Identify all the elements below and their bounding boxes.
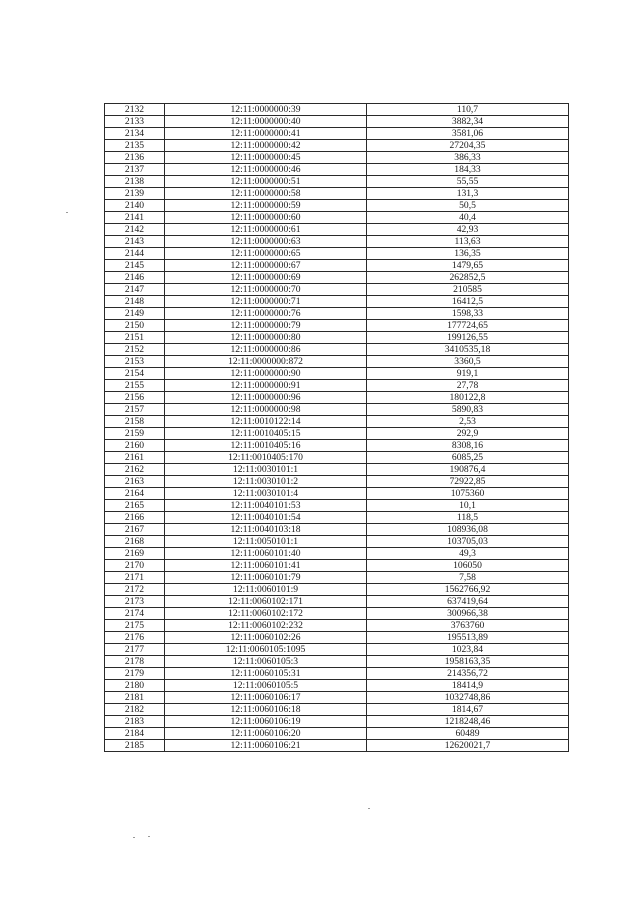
value-cell: 18414,9 xyxy=(367,680,569,692)
cadastral-number-cell: 12:11:0060106:21 xyxy=(165,740,367,752)
row-number-cell: 2162 xyxy=(105,464,165,476)
cadastral-number-cell: 12:11:0030101:4 xyxy=(165,488,367,500)
row-number-cell: 2165 xyxy=(105,500,165,512)
table-row xyxy=(105,344,569,356)
row-number-cell: 2178 xyxy=(105,656,165,668)
row-number-cell: 2161 xyxy=(105,452,165,464)
scan-speck xyxy=(66,212,68,213)
table-row xyxy=(105,308,569,320)
cadastral-number-cell: 12:11:0010405:170 xyxy=(165,452,367,464)
cadastral-number-cell: 12:11:0030101:1 xyxy=(165,464,367,476)
value-cell: 1479,65 xyxy=(367,260,569,272)
row-number-cell: 2153 xyxy=(105,356,165,368)
value-cell: 214356,72 xyxy=(367,668,569,680)
scan-speck xyxy=(148,836,150,837)
row-number-cell: 2177 xyxy=(105,644,165,656)
row-number-cell: 2132 xyxy=(105,104,165,116)
cadastral-number-cell: 12:11:0000000:63 xyxy=(165,236,367,248)
row-number-cell: 2146 xyxy=(105,272,165,284)
row-number-cell: 2145 xyxy=(105,260,165,272)
value-cell: 2,53 xyxy=(367,416,569,428)
row-number-cell: 2156 xyxy=(105,392,165,404)
row-number-cell: 2155 xyxy=(105,380,165,392)
table-row xyxy=(105,248,569,260)
table-row xyxy=(105,704,569,716)
row-number-cell: 2147 xyxy=(105,284,165,296)
table-row xyxy=(105,632,569,644)
cadastral-number-cell: 12:11:0000000:40 xyxy=(165,116,367,128)
value-cell: 118,5 xyxy=(367,512,569,524)
value-cell: 113,63 xyxy=(367,236,569,248)
cadastral-number-cell: 12:11:0000000:872 xyxy=(165,356,367,368)
cadastral-number-cell: 12:11:0000000:71 xyxy=(165,296,367,308)
table-row xyxy=(105,320,569,332)
table-row xyxy=(105,608,569,620)
table-row xyxy=(105,428,569,440)
table-row xyxy=(105,152,569,164)
scan-speck xyxy=(133,837,135,838)
row-number-cell: 2167 xyxy=(105,524,165,536)
cadastral-number-cell: 12:11:0000000:65 xyxy=(165,248,367,260)
cadastral-number-cell: 12:11:0000000:90 xyxy=(165,368,367,380)
value-cell: 1023,84 xyxy=(367,644,569,656)
table-row xyxy=(105,164,569,176)
cadastral-number-cell: 12:11:0000000:59 xyxy=(165,200,367,212)
cadastral-number-cell: 12:11:0000000:98 xyxy=(165,404,367,416)
value-cell: 1598,33 xyxy=(367,308,569,320)
table-row xyxy=(105,236,569,248)
value-cell: 1075360 xyxy=(367,488,569,500)
table-row xyxy=(105,332,569,344)
row-number-cell: 2152 xyxy=(105,344,165,356)
row-number-cell: 2160 xyxy=(105,440,165,452)
row-number-cell: 2159 xyxy=(105,428,165,440)
row-number-cell: 2175 xyxy=(105,620,165,632)
table-row xyxy=(105,260,569,272)
row-number-cell: 2158 xyxy=(105,416,165,428)
table-row xyxy=(105,128,569,140)
table-row xyxy=(105,536,569,548)
value-cell: 12620021,7 xyxy=(367,740,569,752)
table-row xyxy=(105,212,569,224)
table-row xyxy=(105,416,569,428)
value-cell: 190876,4 xyxy=(367,464,569,476)
row-number-cell: 2174 xyxy=(105,608,165,620)
cadastral-number-cell: 12:11:0060102:26 xyxy=(165,632,367,644)
table-row xyxy=(105,392,569,404)
table-body xyxy=(105,104,569,752)
cadastral-number-cell: 12:11:0000000:96 xyxy=(165,392,367,404)
row-number-cell: 2143 xyxy=(105,236,165,248)
value-cell: 919,1 xyxy=(367,368,569,380)
value-cell: 40,4 xyxy=(367,212,569,224)
value-cell: 72922,85 xyxy=(367,476,569,488)
value-cell: 637419,64 xyxy=(367,596,569,608)
row-number-cell: 2179 xyxy=(105,668,165,680)
value-cell: 103705,03 xyxy=(367,536,569,548)
cadastral-number-cell: 12:11:0060101:40 xyxy=(165,548,367,560)
row-number-cell: 2171 xyxy=(105,572,165,584)
value-cell: 3581,06 xyxy=(367,128,569,140)
table-row xyxy=(105,512,569,524)
table-row xyxy=(105,464,569,476)
value-cell: 386,33 xyxy=(367,152,569,164)
value-cell: 1218248,46 xyxy=(367,716,569,728)
table-row xyxy=(105,596,569,608)
row-number-cell: 2135 xyxy=(105,140,165,152)
value-cell: 49,3 xyxy=(367,548,569,560)
row-number-cell: 2141 xyxy=(105,212,165,224)
row-number-cell: 2136 xyxy=(105,152,165,164)
table-row xyxy=(105,692,569,704)
row-number-cell: 2181 xyxy=(105,692,165,704)
cadastral-number-cell: 12:11:0000000:60 xyxy=(165,212,367,224)
value-cell: 6085,25 xyxy=(367,452,569,464)
cadastral-number-cell: 12:11:0060101:41 xyxy=(165,560,367,572)
table-row xyxy=(105,140,569,152)
row-number-cell: 2176 xyxy=(105,632,165,644)
row-number-cell: 2150 xyxy=(105,320,165,332)
cadastral-number-cell: 12:11:0060105:31 xyxy=(165,668,367,680)
value-cell: 110,7 xyxy=(367,104,569,116)
value-cell: 180122,8 xyxy=(367,392,569,404)
table-row xyxy=(105,560,569,572)
table-row xyxy=(105,476,569,488)
cadastral-number-cell: 12:11:0060101:9 xyxy=(165,584,367,596)
cadastral-number-cell: 12:11:0030101:2 xyxy=(165,476,367,488)
row-number-cell: 2183 xyxy=(105,716,165,728)
table-row xyxy=(105,644,569,656)
value-cell: 131,3 xyxy=(367,188,569,200)
cadastral-number-cell: 12:11:0060106:20 xyxy=(165,728,367,740)
row-number-cell: 2180 xyxy=(105,680,165,692)
value-cell: 42,93 xyxy=(367,224,569,236)
cadastral-number-cell: 12:11:0040101:53 xyxy=(165,500,367,512)
value-cell: 60489 xyxy=(367,728,569,740)
scan-speck xyxy=(368,808,370,809)
cadastral-number-cell: 12:11:0000000:45 xyxy=(165,152,367,164)
cadastral-number-cell: 12:11:0050101:1 xyxy=(165,536,367,548)
row-number-cell: 2151 xyxy=(105,332,165,344)
value-cell: 210585 xyxy=(367,284,569,296)
row-number-cell: 2185 xyxy=(105,740,165,752)
row-number-cell: 2170 xyxy=(105,560,165,572)
row-number-cell: 2169 xyxy=(105,548,165,560)
value-cell: 195513,89 xyxy=(367,632,569,644)
value-cell: 1562766,92 xyxy=(367,584,569,596)
cadastral-number-cell: 12:11:0060105:5 xyxy=(165,680,367,692)
cadastral-number-cell: 12:11:0040101:54 xyxy=(165,512,367,524)
value-cell: 1814,67 xyxy=(367,704,569,716)
value-cell: 1032748,86 xyxy=(367,692,569,704)
row-number-cell: 2144 xyxy=(105,248,165,260)
cadastral-number-cell: 12:11:0000000:70 xyxy=(165,284,367,296)
cadastral-number-cell: 12:11:0000000:69 xyxy=(165,272,367,284)
cadastral-number-cell: 12:11:0060102:171 xyxy=(165,596,367,608)
value-cell: 3410535,18 xyxy=(367,344,569,356)
table-row xyxy=(105,404,569,416)
cadastral-number-cell: 12:11:0000000:86 xyxy=(165,344,367,356)
row-number-cell: 2166 xyxy=(105,512,165,524)
value-cell: 3882,34 xyxy=(367,116,569,128)
table-row xyxy=(105,368,569,380)
table-row xyxy=(105,668,569,680)
row-number-cell: 2134 xyxy=(105,128,165,140)
row-number-cell: 2182 xyxy=(105,704,165,716)
cadastral-number-cell: 12:11:0060105:3 xyxy=(165,656,367,668)
cadastral-number-cell: 12:11:0000000:80 xyxy=(165,332,367,344)
row-number-cell: 2138 xyxy=(105,176,165,188)
cadastral-number-cell: 12:11:0010405:16 xyxy=(165,440,367,452)
row-number-cell: 2133 xyxy=(105,116,165,128)
table-row xyxy=(105,284,569,296)
cadastral-number-cell: 12:11:0000000:79 xyxy=(165,320,367,332)
value-cell: 184,33 xyxy=(367,164,569,176)
cadastral-number-cell: 12:11:0000000:67 xyxy=(165,260,367,272)
value-cell: 50,5 xyxy=(367,200,569,212)
cadastral-number-cell: 12:11:0060102:232 xyxy=(165,620,367,632)
value-cell: 16412,5 xyxy=(367,296,569,308)
cadastral-number-cell: 12:11:0060101:79 xyxy=(165,572,367,584)
cadastral-number-cell: 12:11:0000000:58 xyxy=(165,188,367,200)
row-number-cell: 2154 xyxy=(105,368,165,380)
table-row xyxy=(105,548,569,560)
value-cell: 55,55 xyxy=(367,176,569,188)
row-number-cell: 2172 xyxy=(105,584,165,596)
cadastral-number-cell: 12:11:0040103:18 xyxy=(165,524,367,536)
value-cell: 27,78 xyxy=(367,380,569,392)
cadastral-number-cell: 12:11:0060102:172 xyxy=(165,608,367,620)
value-cell: 8308,16 xyxy=(367,440,569,452)
row-number-cell: 2140 xyxy=(105,200,165,212)
value-cell: 27204,35 xyxy=(367,140,569,152)
table-row xyxy=(105,488,569,500)
table-row xyxy=(105,584,569,596)
value-cell: 10,1 xyxy=(367,500,569,512)
value-cell: 3360,5 xyxy=(367,356,569,368)
table-row xyxy=(105,104,569,116)
cadastral-number-cell: 12:11:0010122:14 xyxy=(165,416,367,428)
data-table xyxy=(104,103,569,752)
value-cell: 1958163,35 xyxy=(367,656,569,668)
value-cell: 106050 xyxy=(367,560,569,572)
cadastral-number-cell: 12:11:0060105:1095 xyxy=(165,644,367,656)
table-row xyxy=(105,524,569,536)
cadastral-number-cell: 12:11:0000000:41 xyxy=(165,128,367,140)
row-number-cell: 2164 xyxy=(105,488,165,500)
cadastral-number-cell: 12:11:0000000:39 xyxy=(165,104,367,116)
table-row xyxy=(105,200,569,212)
table-row xyxy=(105,452,569,464)
value-cell: 199126,55 xyxy=(367,332,569,344)
table-row xyxy=(105,272,569,284)
table-row xyxy=(105,224,569,236)
table-row xyxy=(105,176,569,188)
cadastral-number-cell: 12:11:0000000:91 xyxy=(165,380,367,392)
table-row xyxy=(105,380,569,392)
cadastral-number-cell: 12:11:0000000:51 xyxy=(165,176,367,188)
value-cell: 3763760 xyxy=(367,620,569,632)
table-row xyxy=(105,716,569,728)
table-row xyxy=(105,440,569,452)
value-cell: 108936,08 xyxy=(367,524,569,536)
cadastral-number-cell: 12:11:0060106:19 xyxy=(165,716,367,728)
table-row xyxy=(105,500,569,512)
table-row xyxy=(105,620,569,632)
cadastral-number-cell: 12:11:0000000:61 xyxy=(165,224,367,236)
row-number-cell: 2163 xyxy=(105,476,165,488)
cadastral-number-cell: 12:11:0000000:46 xyxy=(165,164,367,176)
value-cell: 5890,83 xyxy=(367,404,569,416)
row-number-cell: 2139 xyxy=(105,188,165,200)
cadastral-number-cell: 12:11:0010405:15 xyxy=(165,428,367,440)
row-number-cell: 2173 xyxy=(105,596,165,608)
value-cell: 136,35 xyxy=(367,248,569,260)
table-row xyxy=(105,680,569,692)
table-row xyxy=(105,656,569,668)
table-row xyxy=(105,116,569,128)
row-number-cell: 2168 xyxy=(105,536,165,548)
row-number-cell: 2157 xyxy=(105,404,165,416)
value-cell: 300966,38 xyxy=(367,608,569,620)
table-row xyxy=(105,740,569,752)
cadastral-number-cell: 12:11:0000000:42 xyxy=(165,140,367,152)
cadastral-number-cell: 12:11:0000000:76 xyxy=(165,308,367,320)
row-number-cell: 2142 xyxy=(105,224,165,236)
value-cell: 292,9 xyxy=(367,428,569,440)
cadastral-number-cell: 12:11:0060106:18 xyxy=(165,704,367,716)
row-number-cell: 2148 xyxy=(105,296,165,308)
value-cell: 262852,5 xyxy=(367,272,569,284)
value-cell: 7,58 xyxy=(367,572,569,584)
row-number-cell: 2184 xyxy=(105,728,165,740)
table-row xyxy=(105,356,569,368)
table-row xyxy=(105,188,569,200)
table-row xyxy=(105,572,569,584)
table-row xyxy=(105,728,569,740)
row-number-cell: 2137 xyxy=(105,164,165,176)
cadastral-number-cell: 12:11:0060106:17 xyxy=(165,692,367,704)
table-row xyxy=(105,296,569,308)
value-cell: 177724,65 xyxy=(367,320,569,332)
row-number-cell: 2149 xyxy=(105,308,165,320)
